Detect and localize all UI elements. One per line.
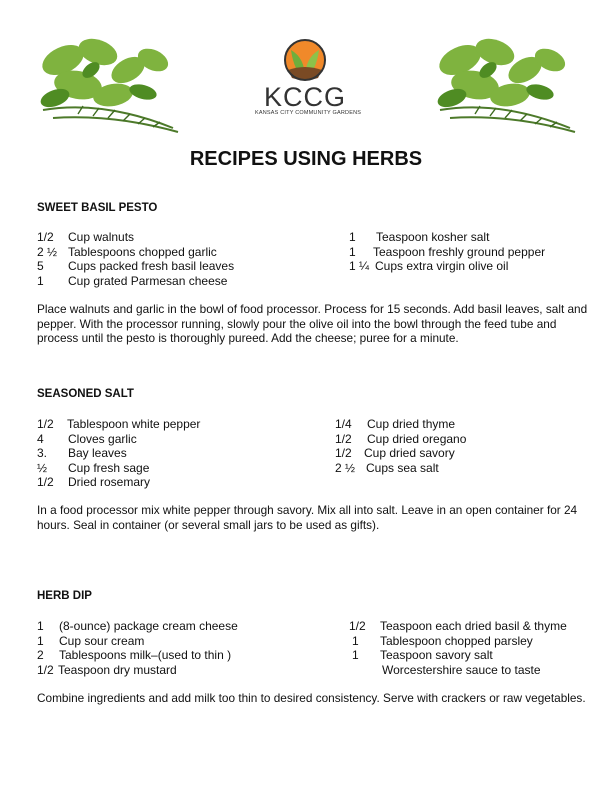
ingredient-qty: 2 ½ — [335, 460, 356, 475]
ingredient-text: Tablespoons chopped garlic — [68, 244, 217, 259]
ingredient-row — [349, 634, 567, 649]
ingredient-qty: 1 — [37, 273, 44, 288]
ingredient-text: Cup dried thyme — [367, 417, 456, 431]
ingredient-qty: 1 ¼ — [349, 259, 370, 274]
ingredient-qty: 1/2 — [349, 619, 366, 633]
ingredient-text: Tablespoons milk–(used to thin ) — [59, 648, 232, 663]
ingredient-qty: 5 — [37, 259, 44, 274]
ingredient-list-salt-right — [335, 417, 466, 475]
ingredient-row — [349, 259, 545, 274]
ingredient-qty: 1/2 — [37, 417, 54, 431]
kccg-logo — [255, 38, 362, 138]
ingredient-row — [37, 432, 200, 447]
ingredient-text: Cup fresh sage — [68, 460, 150, 475]
ingredient-row — [349, 619, 567, 634]
ingredient-text: Teaspoon savory salt — [380, 648, 493, 663]
ingredient-qty: 1 — [352, 633, 359, 648]
basil-herb-illustration-left — [33, 30, 183, 135]
ingredient-qty: 1/4 — [335, 417, 352, 431]
ingredient-row — [335, 446, 466, 461]
ingredient-qty: 1/2 — [37, 662, 54, 677]
ingredient-qty: 1/2 — [335, 446, 352, 461]
ingredient-text: Dried rosemary — [68, 475, 151, 490]
ingredient-text: Cup sour cream — [59, 633, 145, 648]
ingredient-row — [37, 663, 238, 678]
ingredient-row — [37, 259, 234, 274]
ingredient-qty: 1 — [37, 619, 44, 633]
page-title: RECIPES USING HERBS — [189, 148, 423, 170]
ingredient-qty: 2 — [37, 648, 44, 663]
ingredient-text: Cup dried oregano — [367, 431, 467, 446]
ingredient-list-dip-right — [349, 619, 567, 677]
ingredient-qty: 1 — [352, 648, 359, 663]
ingredient-qty: 1 — [349, 230, 356, 244]
recipe-title-herb-dip: HERB DIP — [37, 590, 92, 602]
ingredient-row — [349, 245, 545, 260]
ingredient-row — [37, 461, 200, 476]
ingredient-text: Cup walnuts — [68, 230, 135, 244]
ingredient-qty: 1 — [37, 633, 44, 648]
ingredient-text: Cup grated Parmesan cheese — [68, 273, 228, 288]
ingredient-text: (8-ounce) package cream cheese — [59, 619, 238, 633]
logo-wordmark: KCCG — [263, 82, 346, 112]
recipe-instructions-herb-dip: Combine ingredients and add milk too thin to desired consistency. Serve with crackers or raw vegetables. — [37, 691, 586, 705]
ingredient-text: Cloves garlic — [68, 431, 137, 446]
ingredient-row — [37, 274, 234, 289]
ingredient-text: Cups packed fresh basil leaves — [68, 259, 235, 274]
recipe-title-seasoned-salt: SEASONED SALT — [37, 388, 134, 400]
ingredient-row — [37, 230, 234, 245]
ingredient-row — [37, 446, 200, 461]
recipe-instructions-seasoned-salt: In a food processor mix white pepper through savory. Mix all into salt. Leave in an open container for 24 hours. Seal in container (or several small jars to be used as gifts). — [37, 503, 578, 532]
ingredient-row — [37, 648, 238, 663]
ingredient-list-salt-left — [37, 417, 200, 490]
ingredient-text: Teaspoon freshly ground pepper — [373, 244, 546, 259]
ingredient-row — [37, 475, 200, 490]
ingredient-row — [349, 663, 567, 678]
recipe-title-pesto: SWEET BASIL PESTO — [37, 202, 158, 214]
ingredient-qty: ½ — [37, 460, 48, 475]
ingredient-text: Teaspoon dry mustard — [58, 662, 177, 677]
basil-herb-illustration-right — [430, 30, 580, 135]
ingredient-list-pesto-left — [37, 230, 234, 288]
ingredient-row — [37, 245, 234, 260]
ingredient-row — [37, 634, 238, 649]
ingredient-text: Tablespoon white pepper — [67, 417, 201, 431]
ingredient-text: Worcestershire sauce to taste — [382, 662, 541, 677]
ingredient-text: Bay leaves — [68, 446, 127, 461]
ingredient-qty: 1/2 — [37, 475, 54, 490]
ingredient-qty — [349, 663, 382, 678]
ingredient-qty: 1/2 — [335, 431, 352, 446]
ingredient-row — [335, 417, 466, 432]
logo-subtitle: KANSAS CITY COMMUNITY GARDENS — [255, 110, 362, 116]
ingredient-list-pesto-right — [349, 230, 545, 274]
ingredient-row — [335, 432, 466, 447]
ingredient-row — [37, 417, 200, 432]
ingredient-list-dip-left — [37, 619, 238, 677]
ingredient-row — [335, 461, 466, 476]
ingredient-text: Cup dried savory — [364, 446, 455, 461]
ingredient-row — [349, 230, 545, 245]
kccg-logo-mark-icon — [282, 38, 328, 82]
ingredient-row — [37, 619, 238, 634]
ingredient-text: Teaspoon kosher salt — [376, 230, 490, 244]
ingredient-text: Teaspoon each dried basil & thyme — [380, 619, 567, 633]
ingredient-qty: 2 ½ — [37, 244, 58, 259]
ingredient-text: Cups extra virgin olive oil — [375, 259, 509, 274]
ingredient-text: Tablespoon chopped parsley — [380, 633, 533, 648]
ingredient-qty: 3. — [37, 446, 48, 461]
recipe-instructions-pesto: Place walnuts and garlic in the bowl of food processor. Process for 15 seconds. Add basil leaves, salt and pepper. With the processor running, slowly pour the olive oil into the bowl through the feed tube and process until the pesto is thoroughly pureed. Add the cheese; puree for a minute. — [37, 302, 588, 346]
ingredient-qty: 4 — [37, 431, 44, 446]
ingredient-qty: 1/2 — [37, 230, 54, 244]
ingredient-qty: 1 — [349, 244, 356, 259]
ingredient-row — [349, 648, 567, 663]
ingredient-text: Cups sea salt — [366, 460, 439, 475]
